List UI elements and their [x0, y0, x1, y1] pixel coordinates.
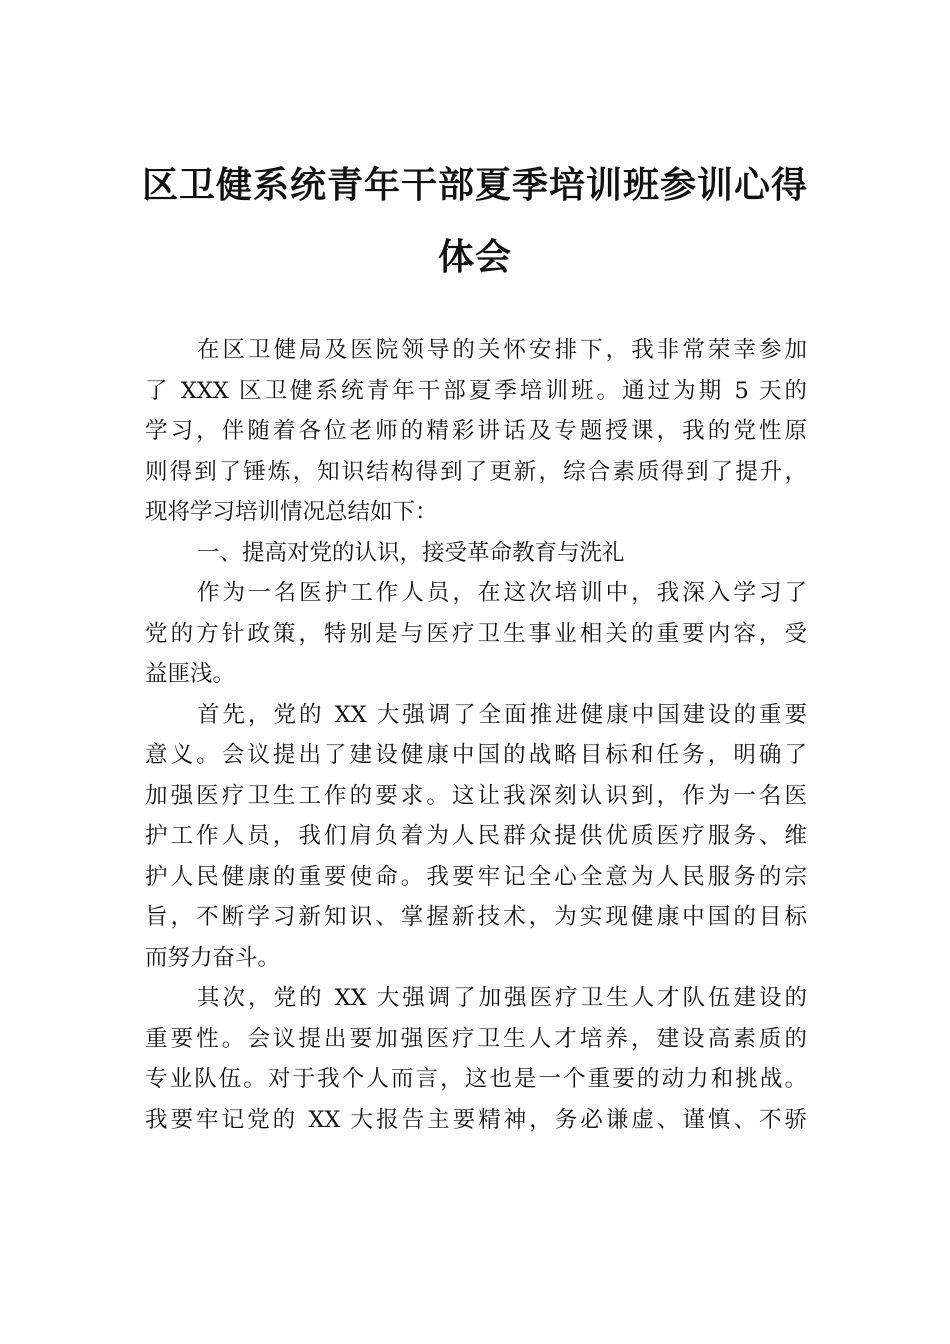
- text-line: 护工作人员，我们肩负着为人民群众提供优质医疗服务、维: [145, 823, 807, 849]
- text-line: 其次，党的 XX 大强调了加强医疗卫生人才队伍建设的: [197, 985, 807, 1011]
- text-line: 重要性。会议提出要加强医疗卫生人才培养，建设高素质的: [145, 1025, 807, 1052]
- text-line: 党的方针政策，特别是与医疗卫生事业相关的重要内容，受: [145, 620, 807, 647]
- text-line: 加强医疗卫生工作的要求。这让我深刻认识到，作为一名医: [145, 782, 807, 809]
- text-line: 意义。会议提出了建设健康中国的战略目标和任务，明确了: [145, 742, 807, 768]
- text-line: 而努力奋斗。: [145, 944, 281, 971]
- text-line: 一、提高对党的认识，接受革命教育与洗礼: [197, 539, 625, 566]
- text-line: 旨，不断学习新知识、掌握新技术，为实现健康中国的目标: [145, 904, 807, 930]
- text-line: 护人民健康的重要使命。我要牢记全心全意为人民服务的宗: [145, 863, 807, 890]
- paragraph-first: [145, 695, 807, 979]
- document-title: [140, 150, 810, 294]
- title-line-1: 区卫健系统青年干部夏季培训班参训心得: [141, 165, 808, 206]
- text-line: 我要牢记党的 XX 大报告主要精神，务必谦虚、谨慎、不骄: [145, 1106, 807, 1133]
- text-line: 则得到了锤炼，知识结构得到了更新，综合素质得到了提升，: [145, 458, 807, 485]
- text-line: 在区卫健局及医院领导的关怀安排下，我非常荣幸参加: [197, 337, 807, 363]
- text-line: 首先，党的 XX 大强调了全面推进健康中国建设的重要: [197, 701, 807, 728]
- text-line: 了 XXX 区卫健系统青年干部夏季培训班。通过为期 5 天的: [145, 377, 807, 404]
- section-heading: [145, 533, 807, 574]
- text-line: 作为一名医护工作人员，在这次培训中，我深入学习了: [197, 580, 807, 606]
- text-line: 学习，伴随着各位老师的精彩讲话及专题授课，我的党性原: [145, 418, 807, 444]
- text-line: 专业队伍。对于我个人而言，这也是一个重要的动力和挑战。: [145, 1066, 807, 1092]
- paragraph-second: [145, 978, 807, 1140]
- document-body: [145, 330, 807, 1140]
- text-line: 现将学习培训情况总结如下：: [145, 499, 438, 525]
- paragraph-intro: [145, 330, 807, 533]
- text-line: 益匪浅。: [145, 661, 236, 687]
- paragraph-role: [145, 573, 807, 695]
- title-line-2: 体会: [437, 237, 512, 278]
